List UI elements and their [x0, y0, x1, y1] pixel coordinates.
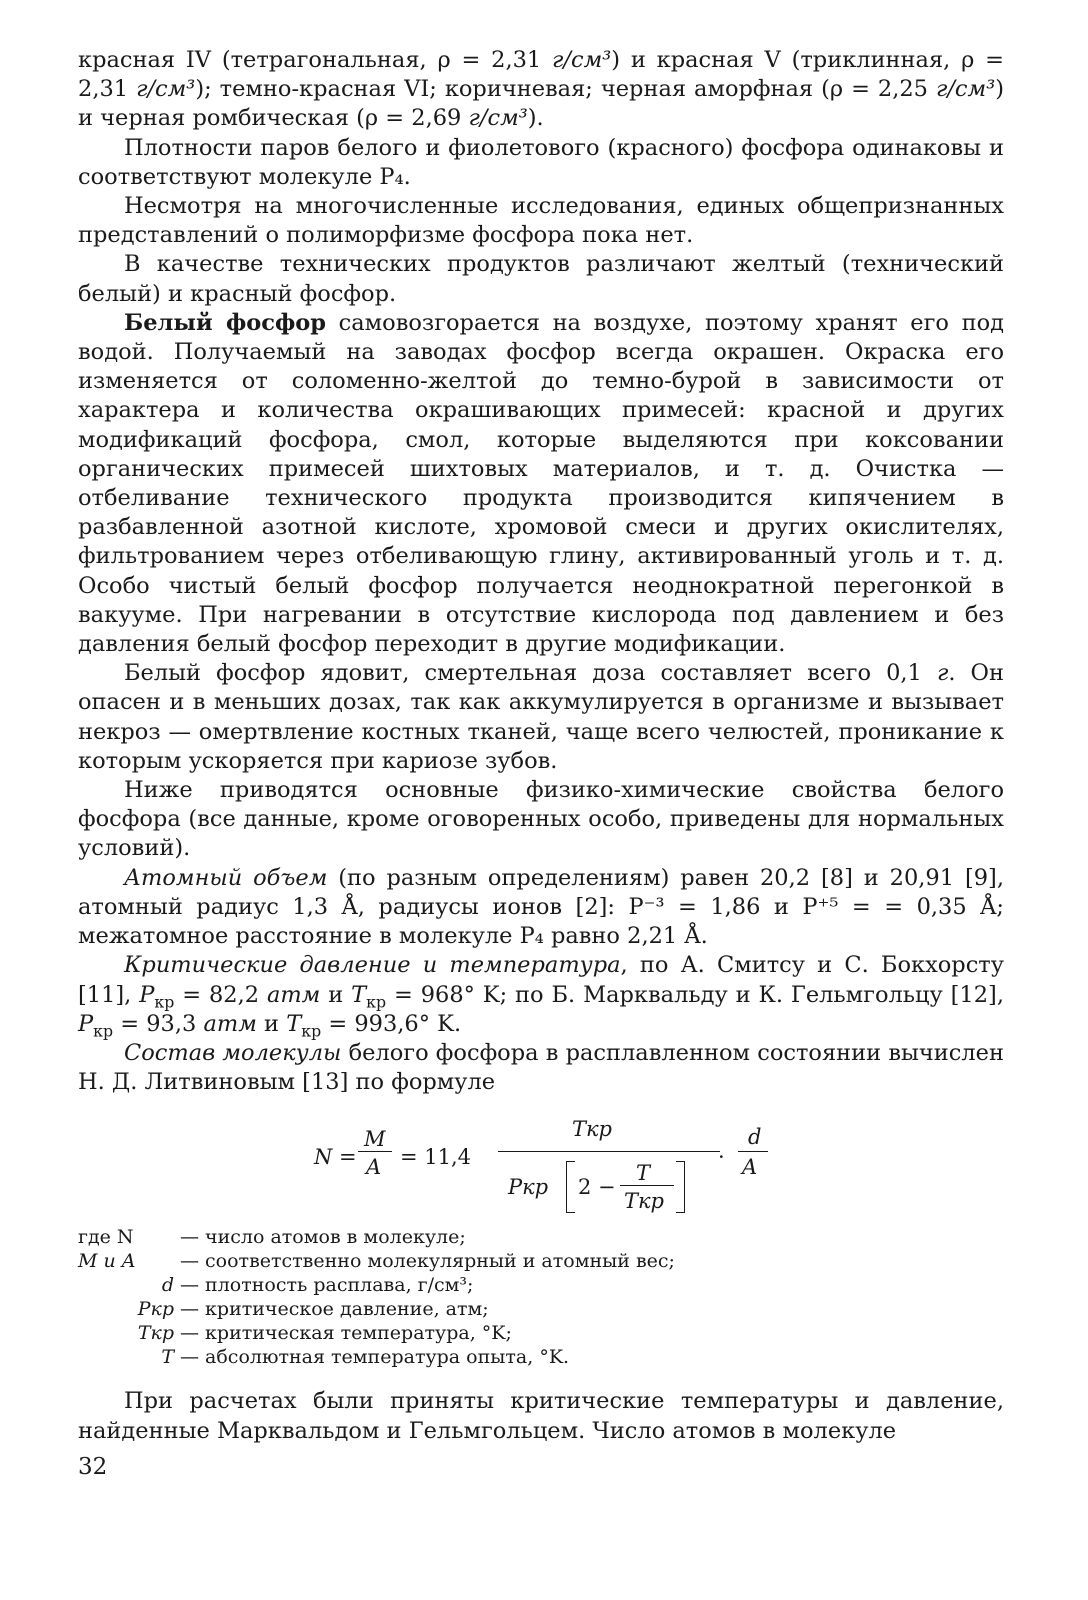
text-run: и: [256, 1010, 287, 1037]
definition-row: [78, 1321, 1004, 1345]
text-run: Несмотря на многочисленные исследования, единых общепризнанных представлений о полиморфизме фосфора пока нет.: [78, 193, 1004, 249]
definition-row: [78, 1249, 1004, 1273]
molecule-formula: [78, 1109, 1004, 1217]
paragraph-p2: [78, 134, 1004, 192]
formula-frac1-den: A: [366, 1155, 382, 1180]
text-run: = 93,3: [113, 1010, 204, 1037]
formula-inner-den: Tкр: [624, 1189, 664, 1214]
definition-row: [78, 1225, 1004, 1249]
text-run: атм: [203, 1010, 257, 1037]
text-run: кр: [93, 1021, 114, 1041]
text-run: красная IV (тетрагональная, ρ = 2,31: [78, 47, 553, 73]
paragraph-p10: [78, 1039, 1004, 1097]
closing-paragraph: При расчетах были приняты критические температуры и давление, найденные Марквальдом и Гельмгольцем. Число атомов в молекуле: [78, 1388, 1004, 1444]
text-run: T: [351, 981, 367, 1008]
paragraph-p8: [78, 864, 1004, 952]
page-body: [78, 46, 1004, 1446]
text-run: г/см³: [552, 47, 612, 73]
text-run: P: [78, 1010, 94, 1037]
paragraph-p6: [78, 659, 1004, 776]
text-run: . Он опасен и в меньших дозах, так как аккумулируется в организме и вызывает некроз — омертвление костных тканей, чаще всего челюстей, проникание к которым ускоряется при кариозе зубов.: [78, 660, 1004, 774]
definition-text: — число атомов в молекуле;: [180, 1226, 466, 1249]
text-run: Плотности паров белого и фиолетового (красного) фосфора одинаковы и соответствуют молекуле P₄.: [78, 134, 1004, 190]
text-run: г/см³: [468, 105, 528, 132]
formula-frac2-bar: [498, 1151, 720, 1152]
definition-row: [78, 1273, 1004, 1297]
text-run: г/см³: [136, 76, 196, 103]
text-run: кр: [154, 992, 175, 1011]
text-run: Белый фосфор ядовит, смертельная доза составляет всего 0,1: [124, 660, 937, 687]
text-run: T: [286, 1010, 302, 1037]
formula-frac1-bar: [358, 1151, 392, 1152]
text-run: Белый фосфор: [124, 309, 327, 336]
text-run: ); темно-красная VI; коричневая; черная аморфная (ρ = 2,25: [195, 76, 936, 103]
formula-frac3-bar: [738, 1151, 768, 1152]
text-run: Ниже приводятся основные физико-химические свойства белого фосфора (все данные, кроме оговоренных особо, приведены для нормальных условий).: [78, 777, 1004, 862]
paragraph-p3: [78, 192, 1004, 250]
formula-frac2-den: Pкр: [508, 1175, 549, 1200]
paragraph-p7: [78, 776, 1004, 864]
formula-inner-two: 2 −: [578, 1175, 616, 1200]
definition-row: [78, 1297, 1004, 1321]
text-run: = 968° K; по Б. Марквальду и К. Гельмгольцу [12],: [386, 981, 1004, 1008]
definition-symbol: d: [161, 1274, 174, 1297]
text-run: , по А. Смитсу и С. Бокхорсту [11],: [78, 952, 1004, 1008]
paragraph-p5: [78, 309, 1004, 659]
formula-definitions: [78, 1225, 1004, 1369]
formula-bracket-right: [676, 1161, 685, 1213]
text-run: ).: [527, 105, 544, 132]
text-run: ) и черная ромбическая (ρ = 2,69: [78, 76, 1004, 132]
page-number: 32: [78, 1454, 108, 1480]
text-run: кр: [366, 992, 387, 1011]
text-run: белого фосфора в расплавленном состоянии вычислен Н. Д. Литвиновым [13] по формуле: [78, 1039, 1004, 1096]
definition-symbol: где N: [78, 1226, 134, 1249]
definition-text: — соответственно молекулярный и атомный вес;: [180, 1250, 675, 1273]
text-run: = 82,2: [174, 981, 267, 1008]
text-run: = 993,6° K.: [321, 1010, 462, 1037]
text-run: Критические давление и температура: [124, 952, 621, 979]
text-run: В качестве технических продуктов различают желтый (технический белый) и красный фосфор.: [78, 251, 1004, 307]
definition-row: [78, 1345, 1004, 1369]
text-run: и: [320, 981, 352, 1008]
formula-inner-bar: [620, 1185, 674, 1186]
definition-symbol: Pкр: [137, 1298, 174, 1321]
definition-text: — критическая температура, °K;: [180, 1322, 512, 1345]
definition-symbol: Tкр: [137, 1322, 174, 1345]
formula-dot: ·: [718, 1145, 725, 1170]
text-run: Состав молекулы: [124, 1039, 342, 1066]
text-run: Атомный объем: [124, 864, 328, 891]
formula-frac3-den: A: [742, 1155, 758, 1180]
text-run: кр: [301, 1021, 322, 1041]
text-run: самовозгорается на воздухе, поэтому хранят его под водой. Получаемый на заводах фосфор всегда окрашен. Окраска его изменяется от соломенно-желтой до темно-бурой в зависимости от характера и количества окрашивающих примесей: красной и других модификаций фосфора, смол, которые выделяются при коксовании органических примесей шихтовых материалов, и т. д. Очистка — отбеливание технического продукта производится кипячением в разбавленной азотной кислоте, хромовой смеси и других окислителях, фильтрованием через отбеливающую глину, активированный уголь и т. д. Особо чистый белый фосфор получается неоднократной перегонкой в вакууме. При нагревании в отсутствие кислорода под давлением и без давления белый фосфор переходит в другие модификации.: [78, 309, 1004, 658]
definition-text: — критическое давление, атм;: [180, 1298, 489, 1321]
definition-symbol: T: [161, 1346, 174, 1369]
formula-frac1-num: M: [364, 1127, 386, 1152]
text-paragraphs: [78, 46, 1004, 1097]
formula-lhs: N =: [314, 1145, 357, 1170]
formula-inner-num: T: [636, 1161, 651, 1186]
paragraph-p1: [78, 46, 1004, 134]
definition-symbol: M и A: [78, 1250, 136, 1273]
formula-frac3-num: d: [748, 1125, 762, 1150]
text-run: г: [936, 660, 949, 687]
formula-frac2-num: Tкр: [572, 1117, 612, 1142]
text-run: ) и красная V (триклинная, ρ = 2,31: [78, 47, 1004, 103]
formula-coef: = 11,4: [400, 1145, 472, 1170]
definition-text: — плотность расплава, г/см³;: [180, 1274, 474, 1297]
definition-text: — абсолютная температура опыта, °K.: [180, 1346, 570, 1369]
text-run: (по разным определениям) равен 20,2 [8] и 20,91 [9], атомный радиус 1,3 Å, радиусы ионов [2]: P⁻³ = 1,86 и P⁺⁵ = = 0,35 Å; межатомное расстояние в молекуле P₄ равно 2,21 Å.: [78, 864, 1004, 950]
paragraph-p9: [78, 951, 1004, 1039]
text-run: г/см³: [935, 76, 996, 103]
formula-bracket-left: [566, 1161, 575, 1213]
text-run: P: [139, 981, 155, 1008]
text-run: атм: [266, 981, 321, 1008]
paragraph-p4: [78, 250, 1004, 308]
